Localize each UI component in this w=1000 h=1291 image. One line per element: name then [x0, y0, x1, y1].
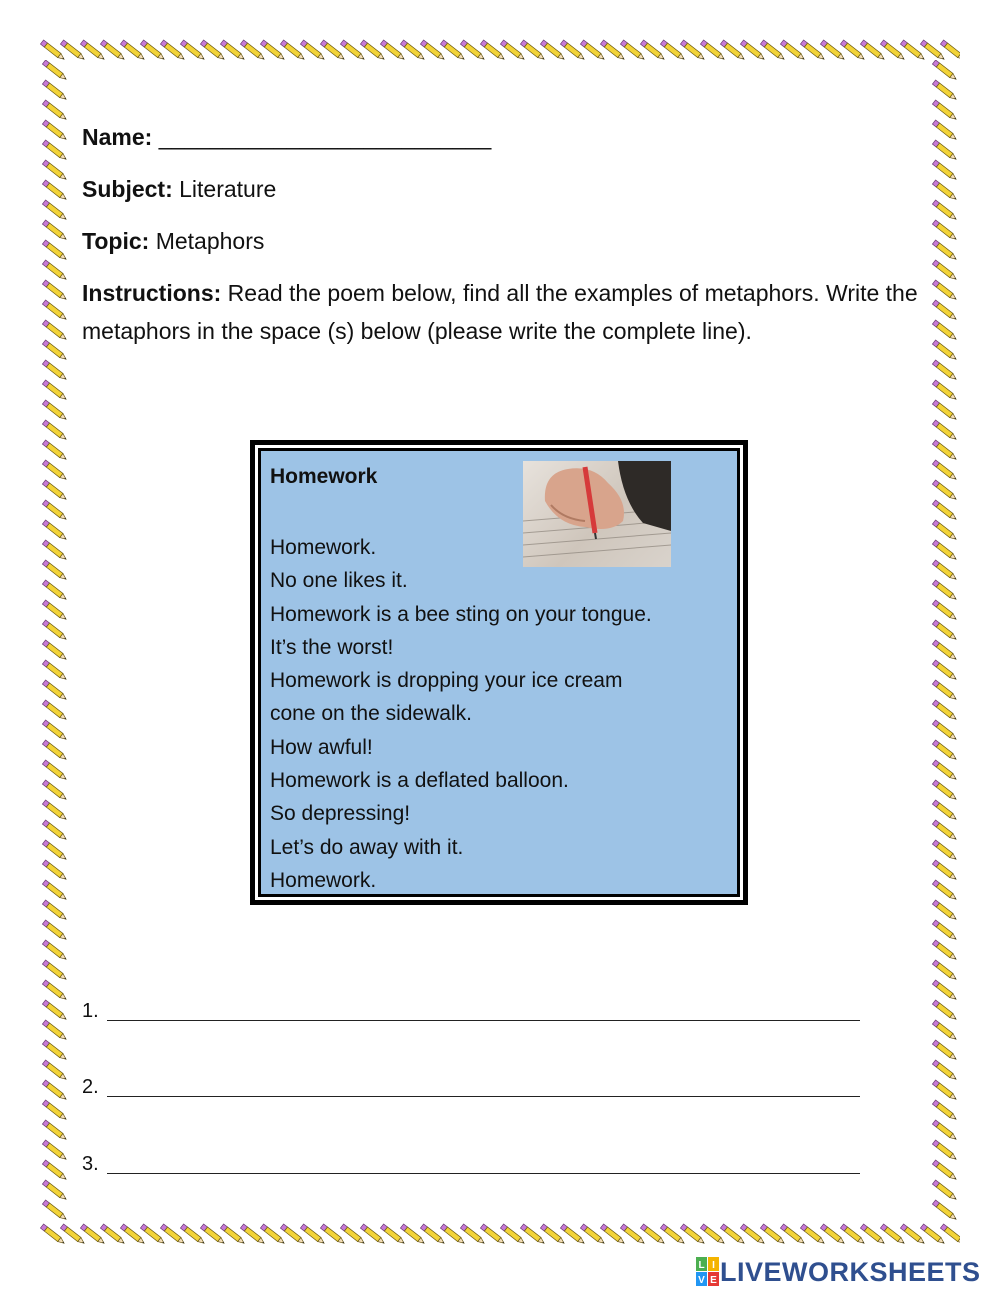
pencil-icon	[42, 460, 67, 481]
pencil-icon	[932, 100, 957, 121]
pencil-icon	[932, 1020, 957, 1041]
pencil-icon	[42, 1160, 67, 1181]
pencil-icon	[42, 320, 67, 341]
pencil-icon	[42, 260, 67, 281]
poem-line: Homework.	[270, 868, 377, 892]
pencil-icon	[930, 60, 960, 1230]
pencil-icon	[42, 1200, 67, 1221]
pencil-icon	[42, 300, 67, 321]
pencil-icon	[42, 1140, 67, 1161]
pencil-icon	[42, 1180, 67, 1201]
pencil-icon	[932, 220, 957, 241]
pencil-icon	[932, 180, 957, 201]
pencil-icon	[42, 200, 67, 221]
svg-text:I: I	[712, 1260, 715, 1271]
pencil-icon	[42, 1040, 67, 1061]
poem-title: Homework	[270, 465, 378, 488]
pencil-icon	[42, 600, 67, 621]
pencil-icon	[932, 500, 957, 521]
pencil-icon	[42, 940, 67, 961]
pencil-icon	[42, 1060, 67, 1081]
pencil-icon	[42, 60, 67, 81]
pencil-icon	[42, 140, 67, 161]
pencil-icon	[42, 160, 67, 181]
answer-line-2[interactable]	[82, 1076, 99, 1099]
pencil-icon	[42, 380, 67, 401]
pencil-icon	[932, 460, 957, 481]
pencil-icon	[932, 540, 957, 561]
pencil-icon	[932, 140, 957, 161]
pencil-icon	[932, 440, 957, 461]
pencil-icon	[42, 440, 67, 461]
pencil-icon	[42, 80, 67, 101]
pencil-icon	[42, 400, 67, 421]
pencil-icon	[42, 740, 67, 761]
pencil-icon	[932, 260, 957, 281]
answer-blank[interactable]	[107, 1020, 860, 1021]
pencil-icon	[42, 920, 67, 941]
liveworksheets-logo-icon	[696, 1257, 720, 1287]
pencil-icon	[42, 1100, 67, 1121]
pencil-border-bottom	[40, 1222, 960, 1252]
pencil-icon	[42, 640, 67, 661]
pencil-icon	[42, 900, 67, 921]
pencil-icon	[42, 360, 67, 381]
pencil-icon	[42, 960, 67, 981]
name-blank[interactable]: __________________________	[158, 124, 492, 150]
pencil-icon	[42, 720, 67, 741]
pencil-icon	[42, 340, 67, 361]
pencil-icon	[42, 800, 67, 821]
pencil-icon	[932, 360, 957, 381]
pencil-icon	[932, 640, 957, 661]
pencil-icon	[932, 560, 957, 581]
pencil-icon	[932, 920, 957, 941]
pencil-icon	[932, 280, 957, 301]
pencil-icon	[932, 480, 957, 501]
answer-line-1[interactable]	[82, 1000, 99, 1023]
name-field[interactable]	[82, 118, 491, 156]
poem-line: Homework is dropping your ice cream	[270, 669, 623, 693]
poem-line: It’s the worst!	[270, 635, 394, 659]
pencil-icon	[932, 700, 957, 721]
pencil-icon	[42, 580, 67, 601]
answer-number: 2.	[82, 1076, 99, 1098]
answer-blank[interactable]	[107, 1173, 860, 1174]
pencil-border-left	[40, 60, 70, 1230]
svg-text:V: V	[698, 1275, 705, 1286]
answer-number: 3.	[82, 1153, 99, 1175]
pencil-icon	[932, 800, 957, 821]
pencil-icon	[932, 340, 957, 361]
poem-line: Homework is a bee sting on your tongue.	[270, 602, 652, 626]
pencil-icon	[932, 840, 957, 861]
pencil-icon	[42, 700, 67, 721]
pencil-icon	[932, 1100, 957, 1121]
pencil-icon	[932, 300, 957, 321]
poem-line: No one likes it.	[270, 569, 408, 593]
pencil-icon	[932, 1140, 957, 1161]
poem-line: Homework is a deflated balloon.	[270, 769, 569, 793]
pencil-icon	[42, 240, 67, 261]
pencil-icon	[932, 1080, 957, 1101]
pencil-icon	[42, 100, 67, 121]
topic-row	[82, 222, 264, 260]
liveworksheets-branding[interactable]	[696, 1255, 981, 1289]
pencil-icon	[42, 880, 67, 901]
pencil-icon	[42, 120, 67, 141]
pencil-icon	[932, 880, 957, 901]
instructions	[82, 274, 922, 350]
pencil-icon	[932, 900, 957, 921]
pencil-icon	[42, 980, 67, 1001]
pencil-icon	[42, 540, 67, 561]
topic-value: Metaphors	[155, 228, 265, 254]
poem-line: Homework.	[270, 536, 377, 559]
pencil-icon	[42, 220, 67, 241]
pencil-icon	[932, 760, 957, 781]
answer-line-3[interactable]	[82, 1153, 99, 1176]
pencil-icon	[42, 660, 67, 681]
pencil-icon	[42, 1000, 67, 1021]
pencil-icon	[932, 120, 957, 141]
name-label: Name:	[82, 124, 153, 150]
pencil-icon	[932, 160, 957, 181]
pencil-icon	[932, 860, 957, 881]
pencil-icon	[932, 820, 957, 841]
pencil-icon	[42, 680, 67, 701]
pencil-icon	[42, 180, 67, 201]
pencil-icon	[932, 580, 957, 601]
pencil-icon	[42, 860, 67, 881]
brand-text: LIVEWORKSHEETS	[720, 1256, 981, 1287]
subject-row	[82, 170, 276, 208]
pencil-icon	[42, 1080, 67, 1101]
pencil-icon	[42, 560, 67, 581]
pencil-icon	[932, 680, 957, 701]
pencil-icon	[42, 1020, 67, 1041]
pencil-icon	[932, 1160, 957, 1181]
pencil-icon	[932, 1200, 957, 1221]
pencil-icon	[932, 1060, 957, 1081]
pencil-icon	[42, 500, 67, 521]
poem-lines	[270, 531, 652, 897]
pencil-icon	[40, 60, 70, 1230]
svg-text:L: L	[698, 1260, 705, 1271]
pencil-icon	[932, 1000, 957, 1021]
pencil-icon	[932, 420, 957, 441]
instructions-text: Read the poem below, find all the examples of metaphors. Write the metaphors in the space (s) below (please write the complete line).	[82, 280, 918, 344]
pencil-icon	[932, 660, 957, 681]
pencil-icon	[932, 240, 957, 261]
pencil-icon	[932, 620, 957, 641]
pencil-icon	[42, 760, 67, 781]
pencil-icon	[42, 840, 67, 861]
pencil-icon	[40, 38, 960, 68]
pencil-icon	[42, 420, 67, 441]
instructions-label: Instructions:	[82, 280, 222, 306]
poem-line: How awful!	[270, 735, 373, 759]
pencil-icon	[40, 1222, 960, 1252]
pencil-icon	[932, 80, 957, 101]
poem-line: cone on the sidewalk.	[270, 702, 472, 726]
pencil-icon	[932, 940, 957, 961]
svg-text:E: E	[710, 1275, 717, 1286]
pencil-icon	[42, 780, 67, 801]
pencil-icon	[932, 1120, 957, 1141]
pencil-icon	[932, 960, 957, 981]
pencil-icon	[932, 520, 957, 541]
topic-label: Topic:	[82, 228, 150, 254]
poem-line: So depressing!	[270, 802, 411, 826]
poem-box	[261, 451, 737, 894]
pencil-icon	[932, 1040, 957, 1061]
pencil-icon	[932, 320, 957, 341]
pencil-icon	[932, 200, 957, 221]
pencil-icon	[42, 480, 67, 501]
pencil-icon	[932, 980, 957, 1001]
pencil-icon	[42, 520, 67, 541]
poem-line: Let’s do away with it.	[270, 835, 464, 859]
answer-blank[interactable]	[107, 1096, 860, 1097]
pencil-icon	[932, 400, 957, 421]
pencil-icon	[932, 780, 957, 801]
pencil-icon	[932, 740, 957, 761]
pencil-icon	[932, 380, 957, 401]
poem-frame	[250, 440, 748, 905]
pencil-icon	[932, 600, 957, 621]
pencil-icon	[932, 60, 957, 81]
pencil-icon	[932, 720, 957, 741]
answer-number: 1.	[82, 1000, 99, 1022]
pencil-icon	[42, 1120, 67, 1141]
pencil-border-right	[930, 60, 960, 1230]
pencil-icon	[42, 820, 67, 841]
subject-value: Literature	[179, 176, 277, 202]
pencil-icon	[932, 1180, 957, 1201]
pencil-icon	[42, 280, 67, 301]
pencil-icon	[42, 620, 67, 641]
subject-label: Subject:	[82, 176, 173, 202]
pencil-border-top	[40, 38, 960, 68]
